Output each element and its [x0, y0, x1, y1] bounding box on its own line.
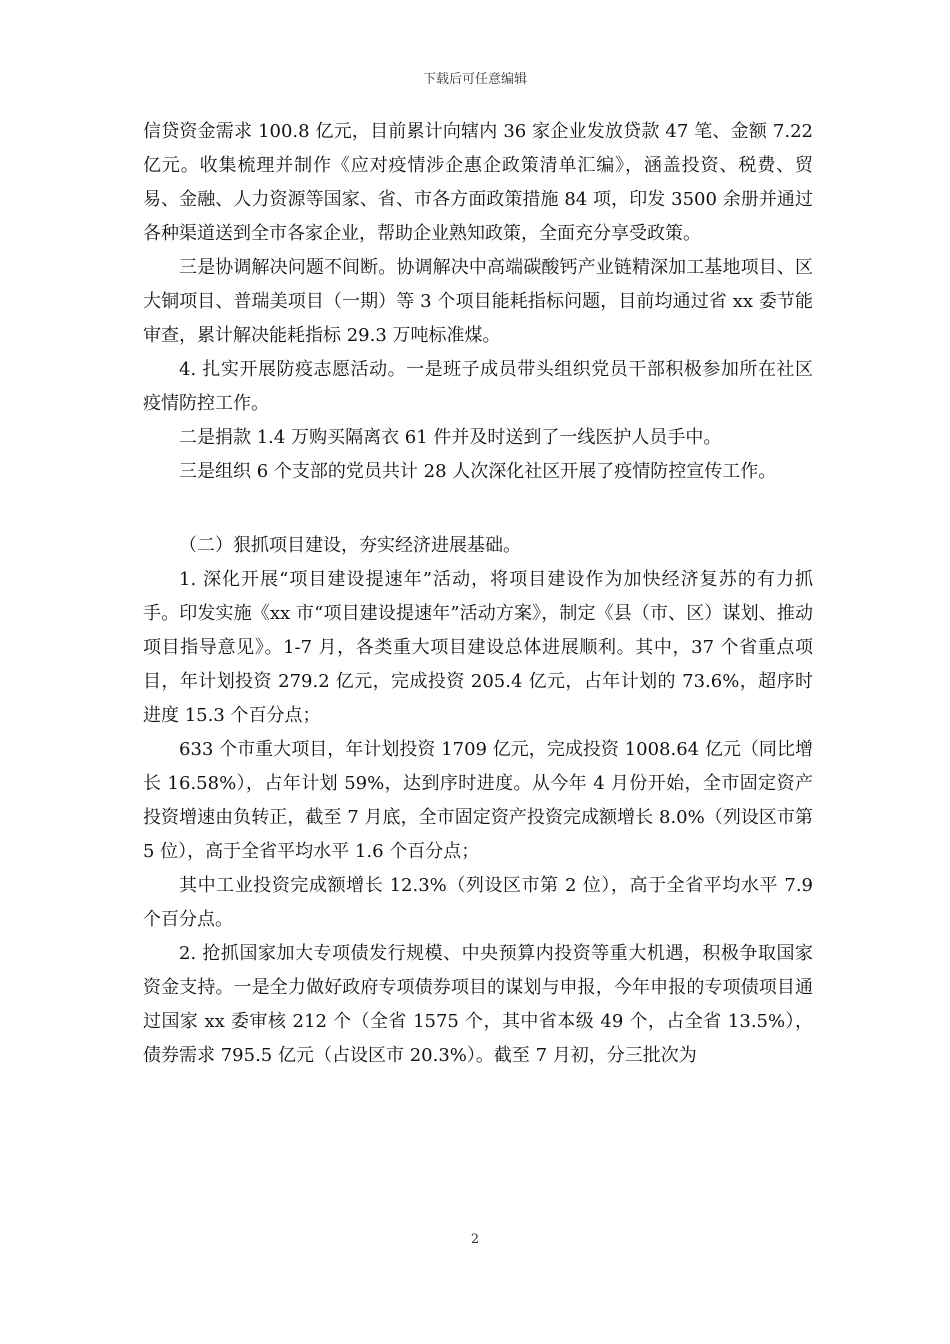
- paragraph-7: 633 个市重大项目，年计划投资 1709 亿元，完成投资 1008.64 亿元（同比增长 16.58%），占年计划 59%，达到序时进度。从今年 4 月份开始，全市固定资产投资增速由负转正，截至 7 月底，全市固定资产投资完成额增长 8.0%（列设区市第 5 位），高于全省平均水平 1.6 个百分点；: [143, 739, 813, 862]
- section-gap: [143, 489, 813, 529]
- paragraph-1: 信贷资金需求 100.8 亿元，目前累计向辖内 36 家企业发放贷款 47 笔、金额 7.22 亿元。收集梳理并制作《应对疫情涉企惠企政策清单汇编》，涵盖投资、税费、贸易、金融、人力资源等国家、省、市各方面政策措施 84 项，印发 3500 余册并通过各种渠道送到全市各家企业，帮助企业熟知政策，全面充分享受政策。: [143, 121, 813, 244]
- paragraph-2: 三是协调解决问题不间断。协调解决中高端碳酸钙产业链精深加工基地项目、区大铜项目、普瑞美项目（一期）等 3 个项目能耗指标问题，目前均通过省 xx 委节能审查，累计解决能耗指标 29.3 万吨标准煤。: [143, 257, 813, 346]
- section-heading: （二）狠抓项目建设，夯实经济进展基础。: [179, 535, 521, 556]
- paragraph-8: 其中工业投资完成额增长 12.3%（列设区市第 2 位），高于全省平均水平 7.9 个百分点。: [143, 875, 813, 930]
- page-header: 下载后可任意编辑: [422, 72, 527, 87]
- paragraph-4: 二是捐款 1.4 万购买隔离衣 61 件并及时送到了一线医护人员手中。: [179, 427, 722, 448]
- document-body: [143, 115, 813, 1073]
- paragraph-9: 2. 抢抓国家加大专项债发行规模、中央预算内投资等重大机遇，积极争取国家资金支持。一是全力做好政府专项债券项目的谋划与申报，今年申报的专项债项目通过国家 xx 委审核 212 个（全省 1575 个，其中省本级 49 个，占全省 13.5%），债券需求 795.5 亿元（占设区市 20.3%）。截至 7 月初，分三批次为: [143, 943, 813, 1066]
- page-number: 2: [470, 1232, 480, 1247]
- paragraph-3: 4. 扎实开展防疫志愿活动。一是班子成员带头组织党员干部积极参加所在社区疫情防控工作。: [143, 359, 813, 414]
- paragraph-6: 1. 深化开展“项目建设提速年”活动，将项目建设作为加快经济复苏的有力抓手。印发实施《xx 市“项目建设提速年”活动方案》，制定《县（市、区）谋划、推动项目指导意见》。1-7 月，各类重大项目建设总体进展顺利。其中，37 个省重点项目，年计划投资 279.2 亿元，完成投资 205.4 亿元，占年计划的 73.6%，超序时进度 15.3 个百分点；: [143, 569, 813, 726]
- paragraph-5: 三是组织 6 个支部的党员共计 28 人次深化社区开展了疫情防控宣传工作。: [179, 461, 777, 482]
